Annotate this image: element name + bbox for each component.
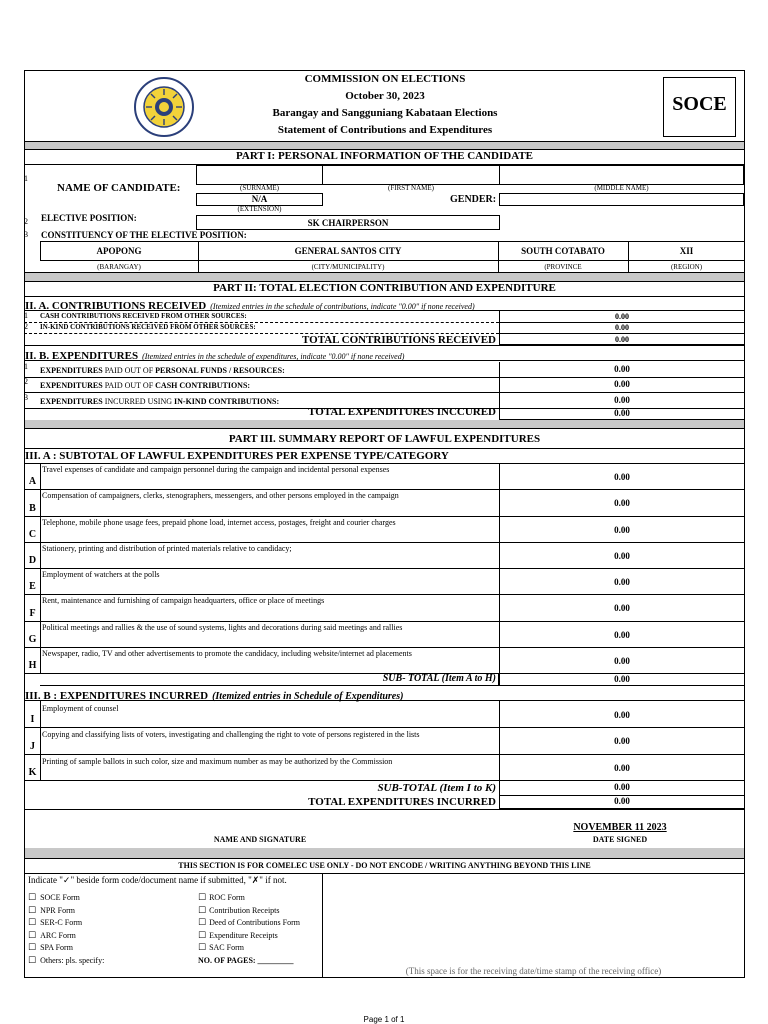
item-value: 0.00 [614,577,630,587]
item-letter: E [29,581,36,592]
contribution-value: 0.00 [615,323,629,332]
label-post: : [247,381,251,390]
item-value: 0.00 [614,710,630,720]
item-letter: H [28,660,37,671]
total-expenditures-incurred-label: TOTAL EXPENDITURES INCCURED [308,406,496,418]
expenditure-value: 0.00 [614,364,630,374]
expenditure-value: 0.00 [614,395,630,405]
election-date: October 30, 2023 [345,90,425,102]
part1-title: PART I: PERSONAL INFORMATION OF THE CANDIDATE [235,150,534,162]
item-letter: A [28,476,37,487]
checklist-label: ROC Form [209,893,245,902]
date-signed-label: DATE SIGNED [592,835,648,844]
expenditure-row-label [40,381,250,390]
checkbox-icon[interactable]: ☐ [28,893,37,903]
barangay-label: (BARANGAY) [97,263,141,271]
part1-num-3: 3 [24,230,28,239]
item-letter: C [28,529,37,540]
label-pre: IN-KIND CONTRIBUTIONS RECEIVED FROM [40,323,194,331]
part3-b-note: (Itemized entries in Schedule of Expenditures) [212,691,404,702]
label-mid: PAID OUT OF [102,366,156,375]
name-of-candidate-label: NAME OF CANDIDATE: [57,182,181,194]
label-post: : [253,323,256,331]
contribution-row-label [40,323,256,331]
part1-num-2: 2 [24,217,28,226]
row-number: 2 [24,377,28,386]
item-description: Compensation of campaigners, clerks, stenographers, messengers, and other persons employed in the campaign [42,491,399,500]
item-value: 0.00 [614,603,630,613]
description-cell [40,701,500,728]
description-cell [40,647,500,674]
part3-a-title: III. A : SUBTOTAL OF LAWFUL EXPENDITURES PER EXPENSE TYPE/CATEGORY [25,450,449,462]
item-description: Printing of sample ballots in such color, size and maximum number as may be authorized by the Commission [42,757,393,766]
checklist-label: Deed of Contributions Form [209,918,300,928]
label-bold: CASH CONTRIBUTIONS [155,381,248,390]
item-description: Rent, maintenance and furnishing of campaign headquarters, office or place of meetings [42,596,325,605]
label-bold: OTHER SOURCES [193,323,254,331]
contribution-row-label [40,312,247,320]
description-cell [40,727,500,755]
elective-position-value: SK CHAIRPERSON [307,218,389,228]
province-label: (PROVINCE [544,263,582,271]
part2-title: PART II: TOTAL ELECTION CONTRIBUTION AND EXPENDITURE [213,282,556,294]
elective-position-label: ELECTIVE POSITION: [41,213,137,223]
expenditure-row-label [40,397,279,406]
surname-field[interactable] [196,165,323,185]
item-value: 0.00 [614,656,630,666]
city-label: (CITY/MUNICIPALITY) [311,263,385,271]
label-bold: IN-KIND CONTRIBUTIONS [174,397,277,406]
checkbox-icon[interactable]: ☐ [198,893,207,903]
checklist-label: ARC Form [40,930,76,940]
total-contributions: 0.00 [615,335,629,344]
stamp-space-note: (This space is for the receiving date/time stamp of the receiving office) [405,966,662,976]
part3-b-title: III. B : EXPENDITURES INCURRED [25,690,209,702]
checklist-label: Expenditure Receipts [209,930,278,940]
description-cell [40,463,500,490]
label-pre: EXPENDITURES [40,397,103,406]
checklist-label: SER-C Form [40,918,83,928]
commission-title: COMMISSION ON ELECTIONS [304,73,466,85]
checklist-label: Others: pls. specify: [40,956,105,965]
checklist-label: SPA Form [40,943,73,953]
extension-value: N/A [251,194,268,204]
part3-a-subtotal-label: SUB- TOTAL (Item A to H) [382,673,496,684]
item-value: 0.00 [614,630,630,640]
row-number: 1 [24,311,28,320]
description-cell [40,568,500,595]
expenditures-note: (Itemized entries in the schedule of expenditures, indicate "0.00" if none received) [142,352,405,361]
soce-code: SOCE [672,93,727,115]
checkbox-icon[interactable]: ☐ [28,918,37,929]
checklist-label: NPR Form [40,905,75,915]
item-value: 0.00 [614,736,630,746]
contributions-note: (Itemized entries in the schedule of contributions, indicate "0.00" if none received) [210,302,475,311]
checklist-label: SOCE Form [40,893,80,902]
checklist-label: Contribution Receipts [209,905,280,915]
item-value: 0.00 [614,551,630,561]
part3-b-subtotal: 0.00 [614,782,630,792]
gray-band [25,142,744,149]
item-description: Telephone, mobile phone usage fees, prepaid phone load, internet access, postages, freight and courier charges [42,518,396,527]
item-description: Newspaper, radio, TV and other advertisements to promote the candidacy, including website/internet ad placements [42,649,412,658]
checklist-item[interactable] [198,937,244,955]
label-post: : [282,366,285,375]
checkbox-icon[interactable]: ☐ [28,943,37,954]
extension-label: (EXTENSION) [237,205,282,213]
item-value: 0.00 [614,472,630,482]
label-mid: PAID OUT OF [102,381,156,390]
item-description: Stationery, printing and distribution of printed materials relative to candidacy; [42,544,292,553]
item-letter: I [30,714,35,725]
expenditures-title: II. B. EXPENDITURES [25,350,139,362]
item-description: Employment of watchers at the polls [42,570,160,579]
rule [24,858,745,859]
label-pre: EXPENDITURES [40,381,103,390]
statement-title: Statement of Contributions and Expenditures [277,124,493,136]
name-signature-label: NAME AND SIGNATURE [213,835,307,844]
part3-b-subtotal-label: SUB-TOTAL (Item I to K) [377,782,496,794]
total-expenditures-label: TOTAL EXPENDITURES INCURRED [308,796,496,808]
item-value: 0.00 [614,498,630,508]
row-number: 1 [24,362,28,371]
label-pre: EXPENDITURES [40,366,103,375]
label-pre: CASH CONTRIBUTIONS RECEIVED FROM [40,312,185,320]
item-description: Political meetings and rallies & the use of sound systems, lights and decorations during said meetings and rallies [42,623,403,632]
item-letter: D [28,555,37,566]
middle-name-field[interactable] [499,165,744,185]
rule [24,392,499,393]
item-value: 0.00 [614,525,630,535]
item-description: Employment of counsel [42,704,119,713]
label-post: : [244,312,247,320]
contribution-value: 0.00 [615,312,629,321]
label-bold: OTHER SOURCES [184,312,245,320]
checkbox-icon[interactable]: ☐ [28,930,37,941]
rule [24,873,745,874]
description-cell [40,516,500,543]
gray-band [25,273,744,281]
label-bold: PERSONAL FUNDS / RESOURCES [155,366,283,375]
item-letter: J [30,741,35,752]
page-number: Page 1 of 1 [363,1015,405,1024]
gender-field[interactable] [499,193,744,206]
description-cell [40,621,500,648]
region-label: (REGION) [670,263,703,271]
total-expenditures-incurred: 0.00 [614,408,630,418]
description-cell [40,754,500,781]
item-description: Travel expenses of candidate and campaign personnel during the campaign and incidental personal expenses [42,465,390,474]
comelec-use-title: THIS SECTION IS FOR COMELEC USE ONLY - DO NOT ENCODE / WRITING ANYTHING BEYOND THIS LINE [178,861,591,870]
checkbox-icon[interactable]: ☐ [28,905,37,916]
rule [24,377,499,378]
checkbox-icon[interactable]: ☐ [198,905,207,916]
item-letter: B [29,503,36,514]
label-post: : [276,397,280,406]
total-contributions-label: TOTAL CONTRIBUTIONS RECEIVED [302,334,496,346]
contributions-title: II. A. CONTRIBUTIONS RECEIVED [25,300,207,312]
rule [24,809,745,810]
part3-a-subtotal: 0.00 [614,674,630,684]
description-cell [40,489,500,517]
election-name: Barangay and Sangguniang Kabataan Elections [272,107,498,119]
item-value: 0.00 [614,763,630,773]
gray-band [25,848,744,858]
date-signed-value: NOVEMBER 11 2023 [573,822,667,833]
description-cell [40,542,500,569]
item-letter: G [28,634,37,645]
row-number: 3 [24,393,28,402]
item-letter: K [28,767,37,778]
expenditure-value: 0.00 [614,379,630,389]
first-name-field[interactable] [322,165,500,185]
no-of-pages: NO. OF PAGES: _________ [198,956,294,965]
checklist-item[interactable] [28,950,104,968]
label-mid: INCURRED USING [102,397,175,406]
rule [24,428,745,429]
checklist-label: SAC Form [209,943,244,953]
part1-num-1: 1 [24,174,28,183]
surname-label: (SURNAME) [240,184,279,192]
row-number: 2 [24,322,28,331]
checkbox-icon[interactable]: ☐ [198,918,207,929]
item-letter: F [29,608,36,619]
city-value: GENERAL SANTOS CITY [294,246,402,256]
province-value: SOUTH COTABATO [521,246,605,256]
checkbox-icon[interactable]: ☐ [28,956,37,966]
rule [24,360,745,361]
checkbox-icon[interactable]: ☐ [198,943,207,954]
gray-band [25,420,744,428]
comelec-seal [128,76,200,138]
rule [24,448,745,449]
checkbox-icon[interactable]: ☐ [198,930,207,941]
expenditure-row-label [40,366,285,375]
part3-title: PART III. SUMMARY REPORT OF LAWFUL EXPENDITURES [228,433,541,445]
gender-label: GENDER: [450,194,497,205]
barangay-value: APOPONG [96,246,142,256]
constituency-label: CONSTITUENCY OF THE ELECTIVE POSITION: [41,230,247,240]
rule [322,873,323,978]
region-value: XII [679,246,694,256]
total-expenditures: 0.00 [614,796,630,806]
item-description: Copying and classifying lists of voters, investigating and challenging the right to vote of persons registered in the lists [42,730,420,739]
middle-name-label: (MIDDLE NAME) [594,184,649,192]
comelec-indicate-note: Indicate "✓" beside form code/document name if submitted, "✗" if not. [28,875,287,885]
first-name-label: (FIRST NAME) [388,184,434,192]
description-cell [40,594,500,622]
